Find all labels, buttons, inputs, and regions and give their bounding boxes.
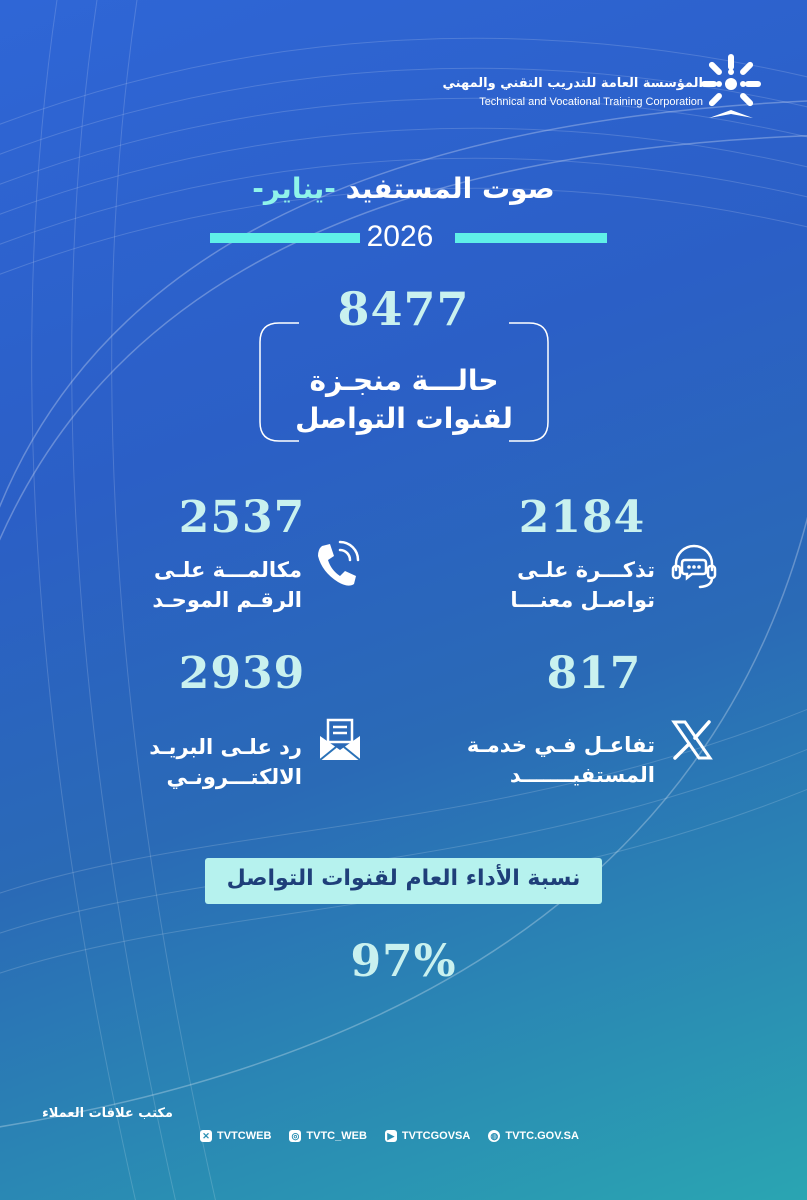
x-snapchat-icon: ✕ [200,1130,212,1142]
org-name-english: Technical and Vocational Training Corporation [479,96,703,108]
total-label-line2: لقنوات التواصل [295,402,513,435]
phone-icon [312,538,360,590]
performance-value: 97% [350,936,457,987]
footer-handle-text: TVTCWEB [217,1130,272,1142]
footer-handle-text: TVTC_WEB [306,1130,367,1142]
web-globe-icon: ◍ [488,1130,500,1142]
title-underline-right [455,233,607,243]
x-logo-icon [670,718,714,762]
title-year: 2026 [366,220,434,253]
tickets-label [455,555,655,615]
title-month: -يناير- [252,172,336,205]
tickets-label-line2: تواصـل معنـــا [510,588,655,612]
youtube-icon: ▶ [385,1130,397,1142]
footer-handle-text: TVTC.GOV.SA [505,1130,579,1142]
email-label-line1: رد علـى البريـد [149,735,302,759]
tvtc-logo-icon [691,48,771,128]
footer-handle-text: TVTCGOVSA [401,1130,471,1142]
footer-handle-x-snapchat[interactable] [200,1130,271,1142]
footer-handle-youtube[interactable] [385,1130,470,1142]
total-cases-label [259,362,549,438]
x-label-line1: تفاعـل فـي خدمـة [466,733,655,757]
customer-relations-office: مكتب علاقات العملاء [42,1106,173,1121]
total-cases-value: 8477 [337,282,470,336]
x-interactions-value: 817 [546,648,642,699]
email-value: 2939 [178,648,306,699]
tickets-value: 2184 [518,492,646,543]
calls-value: 2537 [178,492,306,543]
social-footer [200,1126,579,1146]
title-main: صوت المستفيد [345,172,555,205]
email-label-line2: الالكتـــرونـي [166,765,302,789]
total-label-line1: حالـــة منجـزة [309,364,499,397]
footer-handle-instagram[interactable] [289,1130,367,1142]
tickets-label-line1: تذكـــرة علـى [517,558,655,582]
x-interactions-label [455,730,655,790]
page-title [0,172,807,205]
email-label [102,732,302,792]
calls-label-line1: مكالمـــة علـى [154,558,302,582]
headset-chat-icon [668,540,720,592]
x-label-line2: المستفيـــــــد [509,763,655,787]
performance-label: نسبة الأداء العام لقنوات التواصل [226,866,581,891]
title-underline-left [210,233,360,243]
instagram-icon: ◎ [289,1130,301,1142]
calls-label [102,555,302,615]
org-name-arabic: المؤسسة العامة للتدريب التقني والمهني [442,76,703,91]
footer-handle-web[interactable] [488,1130,579,1142]
email-icon [316,716,364,764]
calls-label-line2: الرقـم الموحـد [152,588,302,612]
